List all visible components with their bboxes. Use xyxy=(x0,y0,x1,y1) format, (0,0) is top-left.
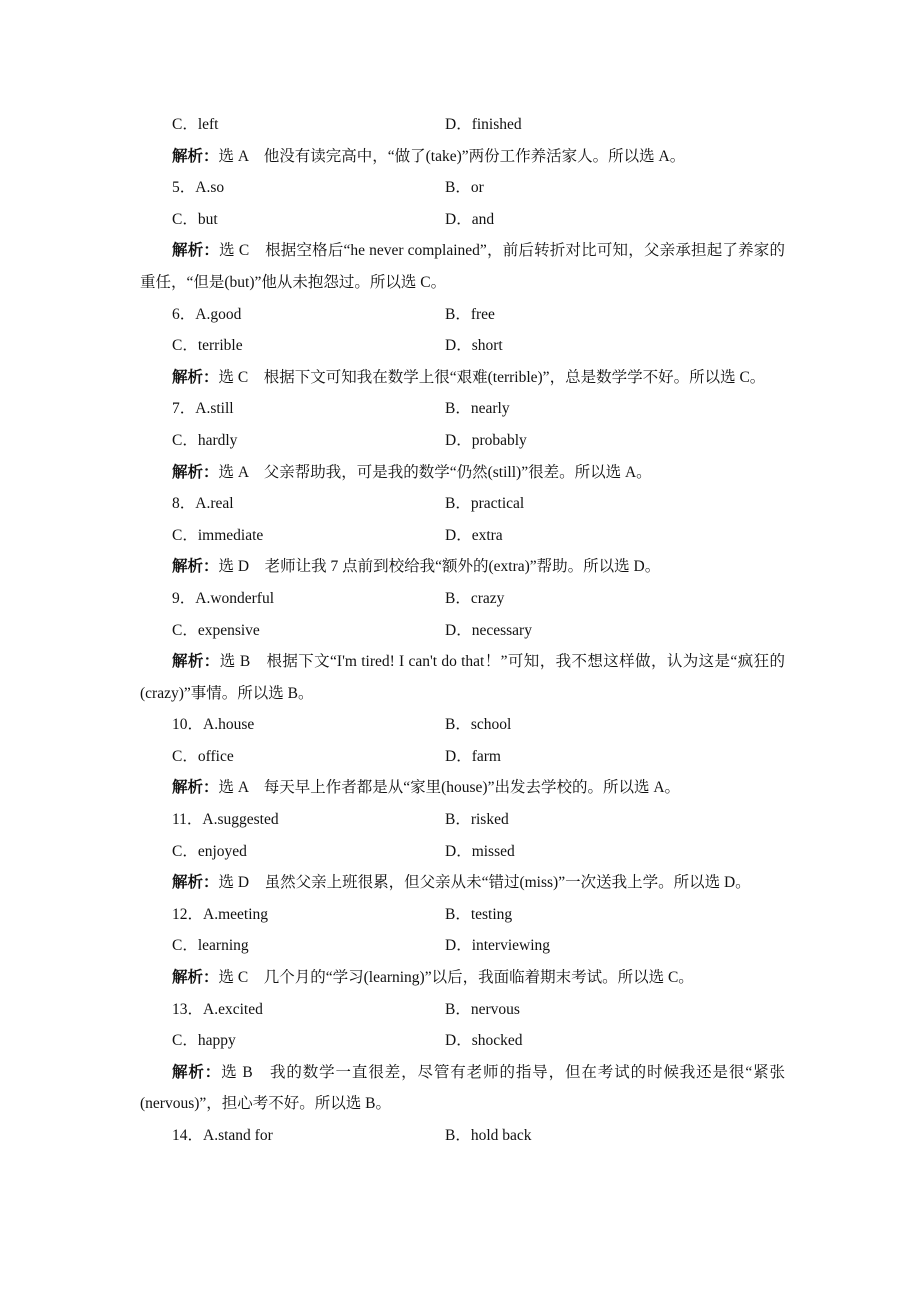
option-left: 5．A.so xyxy=(172,179,225,197)
option-right: D．and xyxy=(445,210,495,228)
explanation-label: 解析： xyxy=(172,779,219,797)
explanation-text: 选 D 老师让我 7 点前到校给我“额外的(extra)”帮助。所以选 D。 xyxy=(218,558,661,576)
explanation-label: 解析： xyxy=(172,368,219,386)
option-left: C．expensive xyxy=(172,621,260,639)
explanation-paragraph xyxy=(140,235,785,298)
option-left: 7．A.still xyxy=(172,400,234,418)
option-right: B．nearly xyxy=(445,400,510,418)
options-row xyxy=(140,994,785,1026)
option-left: C．left xyxy=(172,116,219,133)
option-left: 9．A.wonderful xyxy=(172,589,275,607)
option-right: B．hold back xyxy=(445,1127,532,1144)
option-left: 11．A.suggested xyxy=(172,811,279,829)
options-row xyxy=(140,520,785,552)
options-row xyxy=(140,1025,785,1057)
explanation-label: 解析： xyxy=(172,653,220,671)
explanation-text: 选 A 每天早上作者都是从“家里(house)”出发去学校的。所以选 A。 xyxy=(218,779,681,797)
options-row xyxy=(140,330,785,362)
option-right: B．testing xyxy=(445,905,513,923)
option-left: 10．A.house xyxy=(172,716,255,734)
option-right: D．probably xyxy=(445,431,527,449)
option-right: D．shocked xyxy=(445,1032,523,1050)
explanation-paragraph xyxy=(140,962,785,994)
options-row xyxy=(140,172,785,204)
explanation-paragraph xyxy=(140,457,785,489)
explanation-label: 解析： xyxy=(172,1063,222,1081)
explanation-paragraph xyxy=(140,551,785,583)
option-left: 12．A.meeting xyxy=(172,905,268,923)
explanation-text: 选 B 根据下文“I'm tired! I can't do that！”可知，我不想这样做，认为这是“疯狂的(crazy)”事情。所以选 B。 xyxy=(140,653,785,702)
explanation-paragraph xyxy=(140,646,785,709)
explanation-text: 选 C 根据下文可知我在数学上很“艰难(terrible)”，总是数学学不好。所以选 C。 xyxy=(218,368,766,386)
options-row xyxy=(140,709,785,741)
answer-key-content xyxy=(140,109,785,1152)
option-right: B．free xyxy=(445,305,495,323)
options-row xyxy=(140,299,785,331)
options-row xyxy=(140,583,785,615)
option-right: D．interviewing xyxy=(445,937,551,955)
explanation-text: 选 C 根据空格后“he never complained”，前后转折对比可知，父亲承担起了养家的重任，“但是(but)”他从未抱怨过。所以选 C。 xyxy=(140,242,785,291)
option-left: C．immediate xyxy=(172,526,264,544)
option-right: D．finished xyxy=(445,116,522,133)
explanation-text: 选 D 虽然父亲上班很累，但父亲从未“错过(miss)”一次送我上学。所以选 D。 xyxy=(218,874,751,892)
option-right: D．short xyxy=(445,337,503,355)
options-row xyxy=(140,930,785,962)
option-right: B．risked xyxy=(445,811,509,829)
options-row xyxy=(140,804,785,836)
explanation-paragraph xyxy=(140,867,785,899)
options-row xyxy=(140,425,785,457)
explanation-label: 解析： xyxy=(172,463,219,481)
options-row xyxy=(140,109,785,141)
option-left: C．office xyxy=(172,747,234,765)
options-row xyxy=(140,488,785,520)
option-left: C．terrible xyxy=(172,337,243,355)
option-left: 6．A.good xyxy=(172,305,242,323)
option-left: C．enjoyed xyxy=(172,842,247,860)
explanation-paragraph xyxy=(140,362,785,394)
explanation-text: 选 B 我的数学一直很差，尽管有老师的指导，但在考试的时候我还是很“紧张(nervous)”，担心考不好。所以选 B。 xyxy=(140,1063,785,1113)
explanation-label: 解析： xyxy=(172,874,219,892)
explanation-text: 选 A 他没有读完高中，“做了(take)”两份工作养活家人。所以选 A。 xyxy=(218,147,686,165)
explanation-label: 解析： xyxy=(172,242,220,260)
options-row xyxy=(140,899,785,931)
option-right: B．school xyxy=(445,716,512,734)
explanation-label: 解析： xyxy=(172,558,219,576)
option-left: C．but xyxy=(172,210,218,228)
option-left: C．hardly xyxy=(172,431,238,449)
options-row xyxy=(140,741,785,773)
explanation-label: 解析： xyxy=(172,147,219,165)
option-left: 14．A.stand for xyxy=(172,1127,273,1144)
option-right: D．extra xyxy=(445,526,503,544)
option-left: C．happy xyxy=(172,1032,236,1050)
option-right: D．farm xyxy=(445,747,501,765)
option-left: C．learning xyxy=(172,937,249,955)
options-row xyxy=(140,836,785,868)
explanation-paragraph xyxy=(140,1057,785,1120)
explanation-text: 选 C 几个月的“学习(learning)”以后，我面临着期末考试。所以选 C。 xyxy=(218,969,694,987)
explanation-label: 解析： xyxy=(172,969,219,987)
options-row xyxy=(140,204,785,236)
option-right: D．missed xyxy=(445,842,515,860)
option-right: B．or xyxy=(445,179,484,197)
options-row xyxy=(140,615,785,647)
option-left: 8．A.real xyxy=(172,495,234,513)
option-right: B．practical xyxy=(445,495,525,513)
options-row xyxy=(140,1120,785,1152)
explanation-paragraph xyxy=(140,772,785,804)
options-row xyxy=(140,393,785,425)
explanation-text: 选 A 父亲帮助我，可是我的数学“仍然(still)”很差。所以选 A。 xyxy=(218,463,652,481)
option-right: B．crazy xyxy=(445,589,505,607)
option-right: D．necessary xyxy=(445,621,532,639)
explanation-paragraph xyxy=(140,141,785,173)
option-right: B．nervous xyxy=(445,1000,520,1018)
option-left: 13．A.excited xyxy=(172,1000,263,1018)
